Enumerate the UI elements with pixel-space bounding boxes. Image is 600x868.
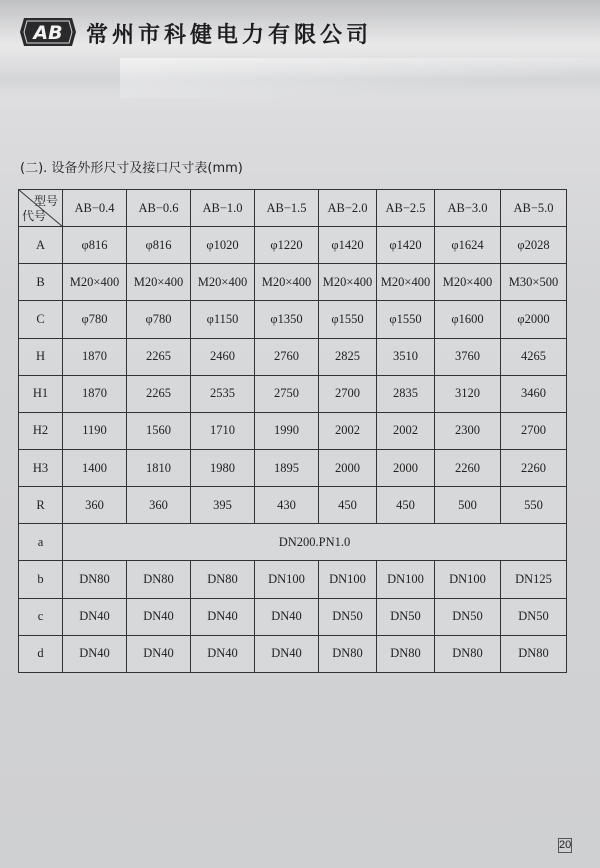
value-cell: φ1020 [191, 227, 255, 264]
value-cell: 3510 [377, 338, 435, 375]
value-cell: DN80 [377, 635, 435, 672]
value-cell: DN50 [319, 598, 377, 635]
value-cell: 1980 [191, 449, 255, 486]
value-cell: DN100 [435, 561, 501, 598]
value-cell: 4265 [501, 338, 567, 375]
value-cell: 2460 [191, 338, 255, 375]
row-label-cell: B [19, 264, 63, 301]
value-cell: M20×400 [377, 264, 435, 301]
table-row [19, 227, 567, 264]
value-cell: DN40 [127, 635, 191, 672]
value-cell: M20×400 [63, 264, 127, 301]
value-cell: φ1350 [255, 301, 319, 338]
logo-text: AB [33, 22, 63, 44]
value-cell: 1190 [63, 412, 127, 449]
value-cell: M20×400 [127, 264, 191, 301]
merged-value-cell: DN200.PN1.0 [63, 524, 567, 561]
model-header-cell: AB−1.5 [255, 190, 319, 227]
value-cell: DN40 [255, 598, 319, 635]
table-header-row [19, 190, 567, 227]
value-cell: DN100 [255, 561, 319, 598]
model-header-cell: AB−1.0 [191, 190, 255, 227]
value-cell: 550 [501, 487, 567, 524]
value-cell: DN80 [435, 635, 501, 672]
row-label-cell: a [19, 524, 63, 561]
value-cell: φ1550 [319, 301, 377, 338]
table-row [19, 264, 567, 301]
table-row [19, 598, 567, 635]
row-label-cell: A [19, 227, 63, 264]
value-cell: φ2028 [501, 227, 567, 264]
value-cell: 2265 [127, 375, 191, 412]
value-cell: 3120 [435, 375, 501, 412]
value-cell: 2700 [319, 375, 377, 412]
value-cell: 3460 [501, 375, 567, 412]
company-logo [18, 14, 78, 50]
value-cell: φ1220 [255, 227, 319, 264]
value-cell: φ1550 [377, 301, 435, 338]
value-cell: φ816 [127, 227, 191, 264]
value-cell: DN40 [191, 598, 255, 635]
company-name: 常州市科健电力有限公司 [86, 23, 373, 48]
row-label-cell: c [19, 598, 63, 635]
row-label-cell: b [19, 561, 63, 598]
value-cell: 395 [191, 487, 255, 524]
model-header-cell: AB−3.0 [435, 190, 501, 227]
table-row [19, 561, 567, 598]
value-cell: DN80 [501, 635, 567, 672]
value-cell: DN40 [255, 635, 319, 672]
value-cell: DN50 [377, 598, 435, 635]
value-cell: DN100 [319, 561, 377, 598]
value-cell: DN40 [191, 635, 255, 672]
value-cell: 2265 [127, 338, 191, 375]
value-cell: 2760 [255, 338, 319, 375]
value-cell: M20×400 [255, 264, 319, 301]
value-cell: DN125 [501, 561, 567, 598]
row-label-cell: H [19, 338, 63, 375]
value-cell: 2002 [377, 412, 435, 449]
table-row [19, 338, 567, 375]
value-cell: M20×400 [435, 264, 501, 301]
model-header-cell: AB−5.0 [501, 190, 567, 227]
model-header-cell: AB−2.5 [377, 190, 435, 227]
value-cell: 2750 [255, 375, 319, 412]
value-cell: φ1600 [435, 301, 501, 338]
value-cell: M20×400 [191, 264, 255, 301]
corner-label-model: 型号 [33, 194, 58, 208]
value-cell: 1870 [63, 375, 127, 412]
value-cell: 2835 [377, 375, 435, 412]
table-row [19, 449, 567, 486]
row-label-cell: H1 [19, 375, 63, 412]
row-label-cell: d [19, 635, 63, 672]
value-cell: φ2000 [501, 301, 567, 338]
value-cell: DN80 [319, 635, 377, 672]
value-cell: 2535 [191, 375, 255, 412]
value-cell: DN40 [63, 598, 127, 635]
value-cell: φ780 [63, 301, 127, 338]
value-cell: 1895 [255, 449, 319, 486]
value-cell: DN50 [435, 598, 501, 635]
value-cell: φ1150 [191, 301, 255, 338]
corner-label-code: 代号 [22, 209, 47, 224]
row-label-cell: H3 [19, 449, 63, 486]
model-header-cell: AB−2.0 [319, 190, 377, 227]
value-cell: φ1420 [377, 227, 435, 264]
value-cell: φ1624 [435, 227, 501, 264]
dimension-table [18, 189, 567, 673]
table-row [19, 301, 567, 338]
value-cell: 2260 [435, 449, 501, 486]
value-cell: M30×500 [501, 264, 567, 301]
page-header [0, 0, 600, 100]
value-cell: 2825 [319, 338, 377, 375]
value-cell: 2002 [319, 412, 377, 449]
value-cell: DN40 [63, 635, 127, 672]
row-label-cell: C [19, 301, 63, 338]
value-cell: 1710 [191, 412, 255, 449]
table-row [19, 635, 567, 672]
table-row-merged [19, 524, 567, 561]
value-cell: φ780 [127, 301, 191, 338]
value-cell: 3760 [435, 338, 501, 375]
value-cell: 2260 [501, 449, 567, 486]
value-cell: 2700 [501, 412, 567, 449]
table-row [19, 375, 567, 412]
model-header-cell: AB−0.4 [63, 190, 127, 227]
row-label-cell: H2 [19, 412, 63, 449]
page-number: 20 [559, 839, 572, 851]
value-cell: DN50 [501, 598, 567, 635]
value-cell: 1810 [127, 449, 191, 486]
row-label-cell: R [19, 487, 63, 524]
value-cell: 1870 [63, 338, 127, 375]
value-cell: 450 [319, 487, 377, 524]
model-header-cell: AB−0.6 [127, 190, 191, 227]
value-cell: DN100 [377, 561, 435, 598]
value-cell: 450 [377, 487, 435, 524]
table-row [19, 412, 567, 449]
value-cell: 1400 [63, 449, 127, 486]
value-cell: φ816 [63, 227, 127, 264]
value-cell: φ1420 [319, 227, 377, 264]
value-cell: 1990 [255, 412, 319, 449]
value-cell: DN80 [127, 561, 191, 598]
table-corner-cell [19, 190, 63, 227]
value-cell: DN80 [191, 561, 255, 598]
value-cell: 430 [255, 487, 319, 524]
value-cell: DN80 [63, 561, 127, 598]
value-cell: 2300 [435, 412, 501, 449]
section-title: (二). 设备外形尺寸及接口尺寸表(mm) [20, 161, 243, 176]
value-cell: 2000 [319, 449, 377, 486]
value-cell: 1560 [127, 412, 191, 449]
value-cell: 2000 [377, 449, 435, 486]
table-row [19, 487, 567, 524]
value-cell: M20×400 [319, 264, 377, 301]
value-cell: 500 [435, 487, 501, 524]
value-cell: 360 [63, 487, 127, 524]
value-cell: 360 [127, 487, 191, 524]
value-cell: DN40 [127, 598, 191, 635]
